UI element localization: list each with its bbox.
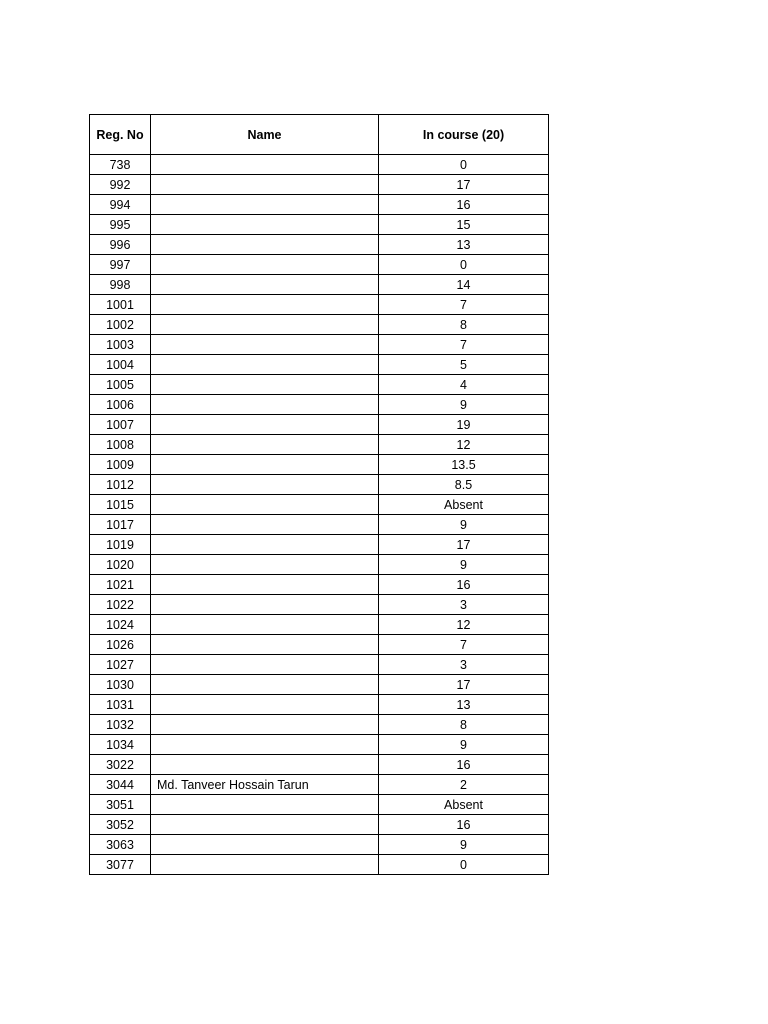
score-cell: 7: [379, 295, 549, 315]
reg-no-cell: 1004: [90, 355, 151, 375]
column-header-name: Name: [151, 115, 379, 155]
score-cell: 16: [379, 755, 549, 775]
reg-no-cell: 1027: [90, 655, 151, 675]
table-row: [90, 235, 549, 255]
reg-no-cell: 994: [90, 195, 151, 215]
score-cell: 14: [379, 275, 549, 295]
score-cell: 0: [379, 155, 549, 175]
score-cell: 13.5: [379, 455, 549, 475]
score-cell: 12: [379, 435, 549, 455]
name-cell: [151, 755, 379, 775]
reg-no-cell: 1005: [90, 375, 151, 395]
score-cell: 19: [379, 415, 549, 435]
header-row: [90, 115, 549, 155]
name-cell: [151, 495, 379, 515]
name-cell: [151, 695, 379, 715]
score-cell: 5: [379, 355, 549, 375]
table-row: [90, 535, 549, 555]
table-body: [90, 155, 549, 875]
table-row: [90, 595, 549, 615]
name-cell: [151, 175, 379, 195]
table-row: [90, 375, 549, 395]
score-cell: 9: [379, 515, 549, 535]
table-row: [90, 215, 549, 235]
table-row: [90, 675, 549, 695]
table-row: [90, 635, 549, 655]
name-cell: [151, 795, 379, 815]
reg-no-cell: 1007: [90, 415, 151, 435]
reg-no-cell: 3052: [90, 815, 151, 835]
score-cell: 15: [379, 215, 549, 235]
name-cell: [151, 555, 379, 575]
reg-no-cell: 992: [90, 175, 151, 195]
reg-no-cell: 738: [90, 155, 151, 175]
table-header: [90, 115, 549, 155]
table-row: [90, 295, 549, 315]
reg-no-cell: 996: [90, 235, 151, 255]
score-cell: 7: [379, 335, 549, 355]
name-cell: [151, 375, 379, 395]
reg-no-cell: 1022: [90, 595, 151, 615]
score-cell: 7: [379, 635, 549, 655]
score-cell: 8.5: [379, 475, 549, 495]
table-row: [90, 695, 549, 715]
score-cell: 17: [379, 175, 549, 195]
table-row: [90, 455, 549, 475]
reg-no-cell: 1012: [90, 475, 151, 495]
score-cell: 16: [379, 575, 549, 595]
name-cell: [151, 635, 379, 655]
reg-no-cell: 1032: [90, 715, 151, 735]
table-row: [90, 495, 549, 515]
table-row: [90, 475, 549, 495]
name-cell: [151, 235, 379, 255]
reg-no-cell: 1031: [90, 695, 151, 715]
table-row: [90, 315, 549, 335]
score-cell: 16: [379, 815, 549, 835]
reg-no-cell: 3051: [90, 795, 151, 815]
table-row: [90, 515, 549, 535]
table-row: [90, 855, 549, 875]
score-cell: 17: [379, 675, 549, 695]
score-cell: 4: [379, 375, 549, 395]
table-row: [90, 715, 549, 735]
name-cell: [151, 735, 379, 755]
reg-no-cell: 3044: [90, 775, 151, 795]
column-header-reg-no: Reg. No: [90, 115, 151, 155]
table-row: [90, 835, 549, 855]
name-cell: [151, 395, 379, 415]
table-row: [90, 775, 549, 795]
name-cell: [151, 835, 379, 855]
score-cell: 3: [379, 595, 549, 615]
table-row: [90, 415, 549, 435]
name-cell: [151, 355, 379, 375]
score-cell: 3: [379, 655, 549, 675]
score-cell: 9: [379, 555, 549, 575]
reg-no-cell: 995: [90, 215, 151, 235]
reg-no-cell: 3063: [90, 835, 151, 855]
name-cell: [151, 435, 379, 455]
reg-no-cell: 1008: [90, 435, 151, 455]
name-cell: [151, 215, 379, 235]
name-cell: [151, 195, 379, 215]
reg-no-cell: 1030: [90, 675, 151, 695]
score-cell: 16: [379, 195, 549, 215]
name-cell: [151, 715, 379, 735]
name-cell: [151, 855, 379, 875]
score-cell: 2: [379, 775, 549, 795]
reg-no-cell: 1021: [90, 575, 151, 595]
table-row: [90, 755, 549, 775]
name-cell: [151, 255, 379, 275]
name-cell: Md. Tanveer Hossain Tarun: [151, 775, 379, 795]
table-row: [90, 795, 549, 815]
reg-no-cell: 1017: [90, 515, 151, 535]
table-row: [90, 655, 549, 675]
score-cell: 9: [379, 735, 549, 755]
results-table: [89, 114, 549, 875]
table-row: [90, 155, 549, 175]
table-row: [90, 575, 549, 595]
reg-no-cell: 1002: [90, 315, 151, 335]
reg-no-cell: 997: [90, 255, 151, 275]
score-cell: 17: [379, 535, 549, 555]
name-cell: [151, 155, 379, 175]
name-cell: [151, 815, 379, 835]
table-row: [90, 555, 549, 575]
reg-no-cell: 1024: [90, 615, 151, 635]
reg-no-cell: 1001: [90, 295, 151, 315]
table-row: [90, 355, 549, 375]
reg-no-cell: 1026: [90, 635, 151, 655]
table-row: [90, 815, 549, 835]
table-row: [90, 395, 549, 415]
table-row: [90, 195, 549, 215]
reg-no-cell: 1003: [90, 335, 151, 355]
reg-no-cell: 3077: [90, 855, 151, 875]
table-row: [90, 435, 549, 455]
name-cell: [151, 335, 379, 355]
column-header-score: In course (20): [379, 115, 549, 155]
name-cell: [151, 595, 379, 615]
score-cell: 8: [379, 715, 549, 735]
score-cell: Absent: [379, 795, 549, 815]
name-cell: [151, 455, 379, 475]
name-cell: [151, 655, 379, 675]
name-cell: [151, 675, 379, 695]
score-cell: 0: [379, 855, 549, 875]
table-row: [90, 335, 549, 355]
table-row: [90, 275, 549, 295]
score-cell: Absent: [379, 495, 549, 515]
name-cell: [151, 615, 379, 635]
name-cell: [151, 535, 379, 555]
reg-no-cell: 1019: [90, 535, 151, 555]
reg-no-cell: 1006: [90, 395, 151, 415]
name-cell: [151, 315, 379, 335]
score-cell: 12: [379, 615, 549, 635]
table-row: [90, 735, 549, 755]
score-cell: 8: [379, 315, 549, 335]
reg-no-cell: 1015: [90, 495, 151, 515]
name-cell: [151, 275, 379, 295]
name-cell: [151, 475, 379, 495]
reg-no-cell: 1020: [90, 555, 151, 575]
score-cell: 0: [379, 255, 549, 275]
name-cell: [151, 575, 379, 595]
table-row: [90, 175, 549, 195]
reg-no-cell: 1009: [90, 455, 151, 475]
name-cell: [151, 295, 379, 315]
reg-no-cell: 998: [90, 275, 151, 295]
score-cell: 13: [379, 695, 549, 715]
score-cell: 13: [379, 235, 549, 255]
score-cell: 9: [379, 835, 549, 855]
reg-no-cell: 1034: [90, 735, 151, 755]
name-cell: [151, 515, 379, 535]
reg-no-cell: 3022: [90, 755, 151, 775]
table-row: [90, 615, 549, 635]
score-cell: 9: [379, 395, 549, 415]
name-cell: [151, 415, 379, 435]
table-row: [90, 255, 549, 275]
